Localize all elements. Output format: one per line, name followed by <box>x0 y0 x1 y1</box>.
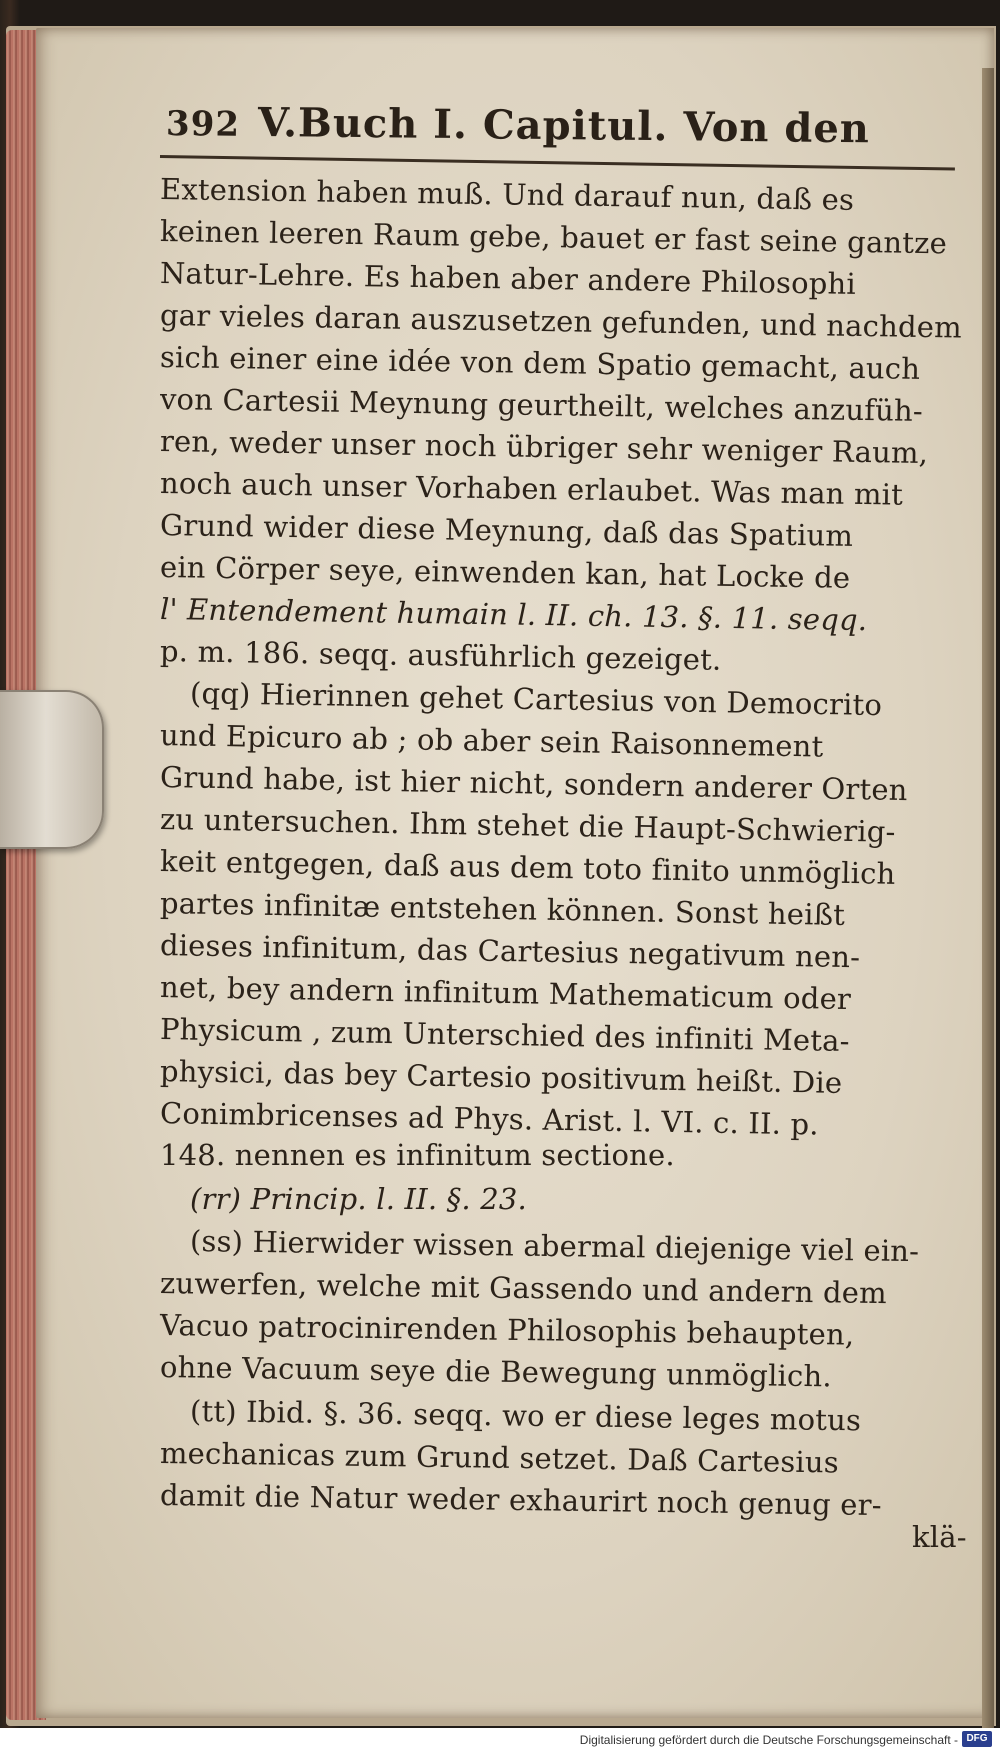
text-line: p. m. 186. seqq. ausführlich gezeiget. <box>159 634 722 677</box>
text-line: l' Entendement humain l. II. ch. 13. §. 11. seqq. <box>159 592 868 638</box>
dfg-logo: DFG <box>962 1731 992 1747</box>
book-clip <box>0 690 104 849</box>
body-text <box>160 168 968 1568</box>
page-right-edge <box>982 68 994 1728</box>
page-number: 392 <box>165 104 241 145</box>
text-line: 148. nennen es infinitum sectione. <box>160 1138 675 1172</box>
text-line: Grund habe, ist hier nicht, sondern anderer Orten <box>159 760 908 808</box>
running-title: V.Buch I. Capitul. Von den <box>257 98 871 153</box>
text-line: und Epicuro ab ; ob aber sein Raisonnement <box>159 718 824 764</box>
text-line: Conimbricenses ad Phys. Arist. l. VI. c. II. p. <box>159 1096 820 1142</box>
text-line: partes infinitæ entstehen können. Sonst heißt <box>159 886 846 932</box>
text-line: Grund wider diese Meynung, daß das Spatium <box>159 508 854 553</box>
text-line: physici, das bey Cartesio positivum heißt. Die <box>159 1054 843 1100</box>
text-line: (ss) Hierwider wissen abermal diejenige viel ein- <box>189 1224 920 1269</box>
text-line: mechanicas zum Grund setzet. Daß Cartesius <box>159 1436 840 1480</box>
text-line: (tt) Ibid. §. 36. seqq. wo er diese leges motus <box>189 1394 862 1438</box>
text-line: gar vieles daran auszusetzen gefunden, und nachdem <box>159 298 963 345</box>
digitization-credit: Digitalisierung gefördert durch die Deutsche Forschungsgemeinschaft - <box>579 1733 958 1747</box>
text-line: Extension haben muß. Und darauf nun, daß es <box>159 172 855 217</box>
text-line: keinen leeren Raum gebe, bauet er fast seine gantze <box>159 214 948 261</box>
text-line: damit die Natur weder exhaurirt noch genug er- <box>159 1478 882 1523</box>
catchword: klä- <box>912 1520 967 1554</box>
text-line: (qq) Hierinnen gehet Cartesius von Democrito <box>189 676 883 723</box>
text-line: dieses infinitum, das Cartesius negativum nen- <box>159 928 861 975</box>
text-line: ein Cörper seye, einwenden kan, hat Locke de <box>159 550 851 595</box>
text-line: sich einer eine idée von dem Spatio gemacht, auch <box>159 340 921 386</box>
text-line: (rr) Princip. l. II. §. 23. <box>190 1182 527 1216</box>
text-line: zu untersuchen. Ihm stehet die Haupt-Schwierig- <box>159 802 896 849</box>
text-line: zuwerfen, welche mit Gassendo und andern dem <box>159 1266 888 1311</box>
text-line: noch auch unser Vorhaben erlaubet. Was man mit <box>159 466 904 512</box>
text-line: von Cartesii Meynung geurtheilt, welches anzufüh- <box>159 382 924 428</box>
text-line: ohne Vacuum seye die Bewegung unmöglich. <box>159 1350 833 1394</box>
text-line: Physicum , zum Unterschied des infiniti Meta- <box>159 1012 850 1059</box>
text-line: net, bey andern infinitum Mathematicum oder <box>159 970 852 1017</box>
text-line: ren, weder unser noch übriger sehr weniger Raum, <box>159 424 929 471</box>
page-header <box>166 98 912 166</box>
text-line: Natur-Lehre. Es haben aber andere Philosophi <box>159 256 857 301</box>
text-line: keit entgegen, daß aus dem toto finito unmöglich <box>159 844 896 891</box>
text-line: Vacuo patrocinirenden Philosophis behaupten, <box>159 1308 855 1352</box>
